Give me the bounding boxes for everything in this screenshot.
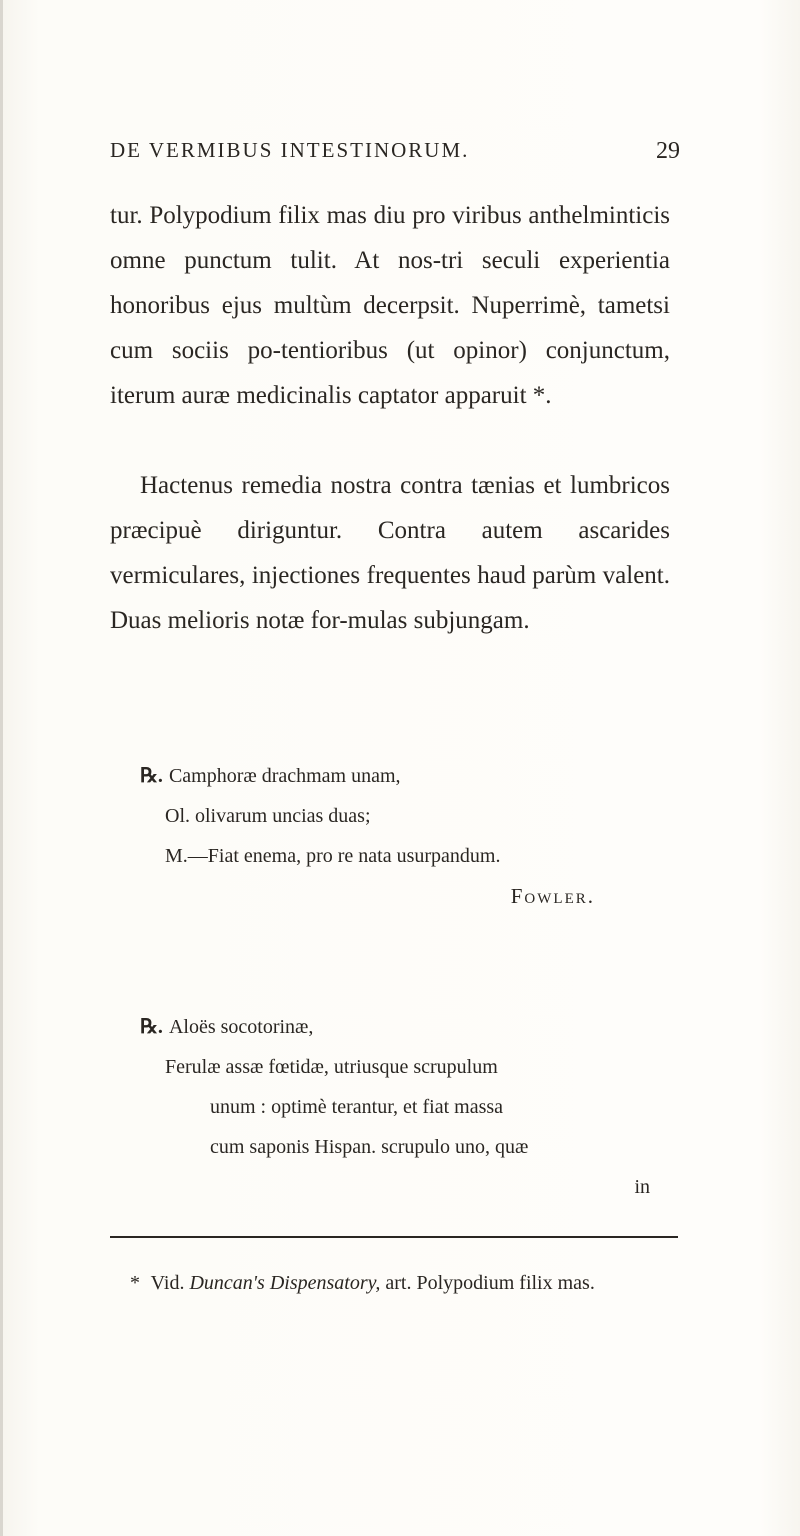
footnote-mark: *	[130, 1272, 140, 1294]
recipe-ingredient: Ferulæ assæ fœtidæ, utriusque scrupulum	[165, 1056, 498, 1078]
page-number: 29	[656, 138, 680, 164]
catchword: in	[634, 1176, 650, 1198]
recipe-line	[110, 756, 670, 796]
recipe-instruction: unum : optimè terantur, et fiat massa	[210, 1096, 504, 1118]
footnote-rule	[110, 1236, 678, 1238]
footnote-prefix: Vid.	[150, 1272, 185, 1294]
page-edge	[0, 0, 3, 1536]
recipe-aloes	[110, 1007, 670, 1207]
recipe-symbol: ℞.	[140, 765, 163, 787]
recipe-symbol: ℞.	[140, 1016, 163, 1038]
footnote-suffix: art. Polypodium filix mas.	[385, 1272, 595, 1294]
recipe-signature: Fowler.	[510, 884, 595, 908]
recipe-ingredient: Aloës socotorinæ,	[168, 1016, 314, 1038]
paragraph-1: tur. Polypodium filix mas diu pro viribus anthelminticis omne punctum tulit. At nos-tri seculi experientia honoribus ejus multùm decerpsit. Nuperrimè, tametsi cum sociis po-tentioribus (ut opinor) conjunctum, iterum auræ medicinalis captator apparuit *.	[110, 202, 670, 409]
recipe-ingredient: Ol. olivarum uncias duas;	[165, 805, 371, 827]
recipe-instruction: cum saponis Hispan. scrupulo uno, quæ	[210, 1136, 529, 1158]
recipe-line	[110, 1007, 670, 1047]
recipe-ingredient: Camphoræ drachmam unam,	[168, 765, 401, 787]
footnote	[110, 1267, 690, 1299]
footnote-title: Duncan's Dispensatory,	[189, 1272, 381, 1294]
paragraph-2: Hactenus remedia nostra contra tænias et lumbricos præcipuè diriguntur. Contra autem ascarides vermiculares, injectiones frequentes haud parùm valent. Duas melioris notæ for-mulas subjungam.	[110, 472, 670, 634]
recipe-instruction: M.—Fiat enema, pro re nata usurpandum.	[165, 845, 501, 867]
recipe-fowler	[110, 756, 670, 916]
running-title: DE VERMIBUS INTESTINORUM.	[110, 138, 470, 162]
main-text	[110, 193, 670, 643]
